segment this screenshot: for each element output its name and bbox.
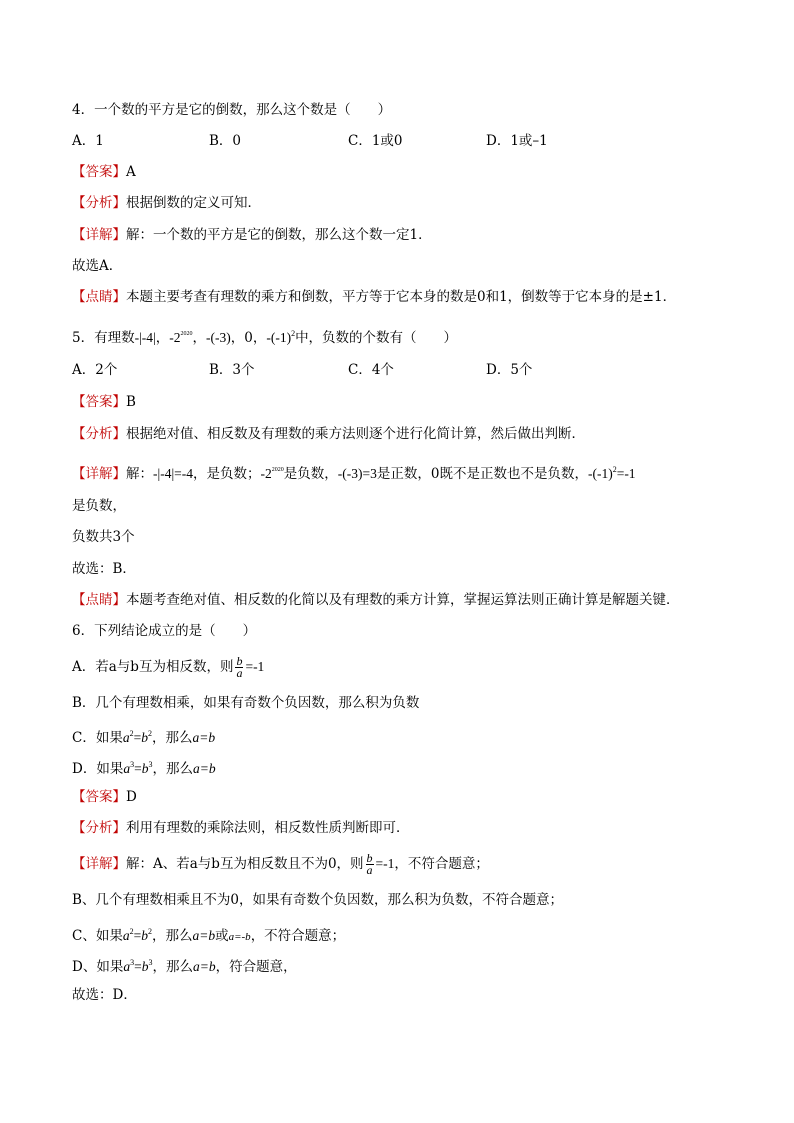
math-neg-paren-sq: -(-1) (587, 466, 613, 481)
answer-value: B (126, 394, 136, 410)
math-eq: =-4 (174, 466, 194, 481)
fraction-b-over-a (235, 656, 243, 679)
detail-text: C、如果 (72, 928, 123, 944)
math-exponent: 3 (148, 958, 153, 967)
q5-option-c: C．4个 (348, 362, 394, 378)
q6-option-c (72, 724, 215, 748)
math-exponent: 2 (147, 927, 152, 936)
math-expr: a=b (192, 959, 216, 974)
math-expr: a=b (192, 730, 216, 745)
fraction-b-over-a (366, 853, 374, 876)
q6-detail (72, 853, 489, 876)
math-var: a (228, 931, 235, 943)
analysis-tag: 【分析】 (72, 820, 126, 836)
math-exponent: 2 (291, 329, 296, 338)
math-var: b (141, 761, 149, 776)
q4-option-b: B．0 (209, 133, 242, 149)
detail-text: 解：一个数的平方是它的倒数，那么这个数一定1． (126, 227, 432, 243)
q6-analysis (72, 818, 410, 838)
sep: ， (192, 330, 206, 346)
math-neg-abs: -|-4| (134, 330, 156, 345)
math-neg-abs: -|-4| (153, 466, 175, 481)
comment-tag: 【点睛】 (72, 289, 126, 305)
analysis-tag: 【分析】 (72, 426, 126, 442)
math-exponent: 3 (148, 760, 153, 769)
answer-tag: 【答案】 (72, 164, 126, 180)
analysis-text: 根据绝对值、相反数及有理数的乘方法则逐个进行化简计算，然后做出判断． (126, 426, 585, 442)
q6-option-d (72, 755, 216, 779)
q4-option-c: C．1或0 (348, 133, 403, 149)
math-expr: a=b (192, 761, 216, 776)
option-text: ，那么 (152, 761, 193, 777)
fraction-denominator: a (236, 666, 243, 680)
detail-text: ，那么 (152, 959, 193, 975)
q4-detail (72, 225, 432, 245)
detail-text: ，符合题意， (215, 959, 297, 975)
math-exponent: 2 (129, 927, 134, 936)
analysis-tag: 【分析】 (72, 195, 126, 211)
detail-text: ，是负数； (193, 466, 261, 482)
detail-text: D、如果 (72, 959, 124, 975)
fraction-denominator: a (366, 863, 373, 877)
answer-value: A (126, 164, 136, 180)
option-text: C．如果 (72, 730, 123, 746)
q5-prefix: 5．有理数 (72, 330, 135, 346)
detail-tag: 【详解】 (72, 466, 126, 482)
math-neg-paren-sq: -(-1) (266, 330, 292, 345)
sep: ，0， (230, 330, 267, 346)
q5-suffix: 中，负数的个数有（ ） (295, 330, 458, 346)
answer-tag: 【答案】 (72, 789, 126, 805)
math-var: a (123, 959, 131, 974)
math-neg-paren: -(-3) (337, 466, 363, 481)
q5-comment (72, 590, 680, 610)
math-exponent: 2020 (180, 331, 193, 337)
detail-text: ，不符合题意； (250, 928, 346, 944)
q5-option-b: B．3个 (209, 362, 255, 378)
math-eq: = (133, 730, 142, 745)
math-exponent: 2 (129, 729, 134, 738)
option-text: ，那么 (151, 730, 193, 746)
q4-analysis (72, 193, 261, 213)
math-eq: =-1 (616, 466, 636, 481)
comment-text: 本题考查绝对值、相反数的化简以及有理数的乘方计算，掌握运算法则正确计算是解题关键． (126, 592, 680, 608)
q5-count: 负数共3个 (72, 529, 135, 545)
math-eq: = (134, 959, 142, 974)
q5-detail-cont: 是负数， (72, 498, 126, 514)
detail-tag: 【详解】 (72, 856, 126, 872)
q6-choose: 故选：D． (72, 987, 137, 1003)
math-neg-power: -2 (169, 330, 181, 345)
math-var: a (123, 761, 131, 776)
sep: ， (155, 330, 170, 346)
q4-choose: 故选A． (72, 258, 123, 274)
fraction-numerator: b (236, 654, 243, 668)
math-eq: = (133, 928, 142, 943)
math-var: b (141, 959, 149, 974)
math-eq: = (134, 761, 142, 776)
math-exponent: 3 (130, 760, 135, 769)
comment-text: 本题主要考查有理数的乘方和倒数，平方等于它本身的数是0和1，倒数等于它本身的是±1． (126, 289, 677, 305)
detail-tag: 【详解】 (72, 227, 126, 243)
math-eq: =-1 (245, 659, 265, 674)
analysis-text: 利用有理数的乘除法则，相反数性质判断即可． (126, 820, 410, 836)
option-text: A．若a与b互为相反数，则 (72, 659, 234, 675)
answer-value: D (126, 789, 137, 805)
q6-detail-b: B、几个有理数相乘且不为0，如果有奇数个负因数，那么积为负数，不符合题意； (72, 892, 564, 908)
q6-option-a (72, 656, 264, 679)
q4-option-d: D．1或–1 (486, 133, 548, 149)
analysis-text: 根据倒数的定义可知． (126, 195, 261, 211)
math-neg-paren: -(-3) (206, 330, 231, 345)
detail-text: 是负数， (283, 466, 338, 482)
q5-option-d: D．5个 (486, 362, 533, 378)
q5-choose: 故选：B． (72, 561, 136, 577)
q4-comment (72, 287, 676, 307)
q5-option-a: A．2个 (72, 362, 118, 378)
option-text: D．如果 (72, 761, 124, 777)
q4-option-a: A．1 (72, 133, 104, 149)
q4-question: 4．一个数的平方是它的倒数，那么这个数是（ ） (72, 102, 392, 118)
detail-text: 或 (215, 928, 229, 944)
q4-answer (72, 162, 136, 182)
math-exponent: 2 (147, 729, 152, 738)
math-expr: a=b (192, 928, 216, 943)
math-exponent: 3 (130, 958, 135, 967)
math-var: b (141, 928, 148, 943)
math-exponent: 2020 (271, 467, 284, 473)
math-exponent: 2 (612, 465, 617, 474)
math-var: a (122, 928, 130, 943)
q5-answer (72, 392, 136, 412)
q6-detail-c (72, 922, 345, 947)
math-var: a (122, 730, 130, 745)
math-var: b (141, 730, 148, 745)
detail-text: 解：A、若a与b互为相反数且不为0，则 (126, 856, 364, 872)
detail-text: 是正数，0既不是正数也不是负数， (376, 466, 588, 482)
comment-tag: 【点睛】 (72, 592, 126, 608)
q6-answer (72, 787, 137, 807)
detail-text: ，那么 (151, 928, 193, 944)
detail-prefix: 解： (126, 466, 153, 482)
q6-detail-d (72, 953, 297, 977)
fraction-numerator: b (366, 851, 373, 865)
detail-text: ，不符合题意； (394, 856, 489, 872)
math-eq: =3 (362, 466, 377, 481)
math-expr: =-b (234, 931, 251, 943)
q5-analysis (72, 424, 585, 444)
q5-question (72, 324, 457, 348)
math-eq: =-1 (375, 856, 395, 871)
q6-option-b: B．几个有理数相乘，如果有奇数个负因数，那么积为负数 (72, 695, 420, 711)
q5-detail (72, 460, 636, 484)
q6-question: 6．下列结论成立的是（ ） (72, 623, 257, 639)
math-neg-power: -2 (260, 466, 272, 481)
answer-tag: 【答案】 (72, 394, 126, 410)
